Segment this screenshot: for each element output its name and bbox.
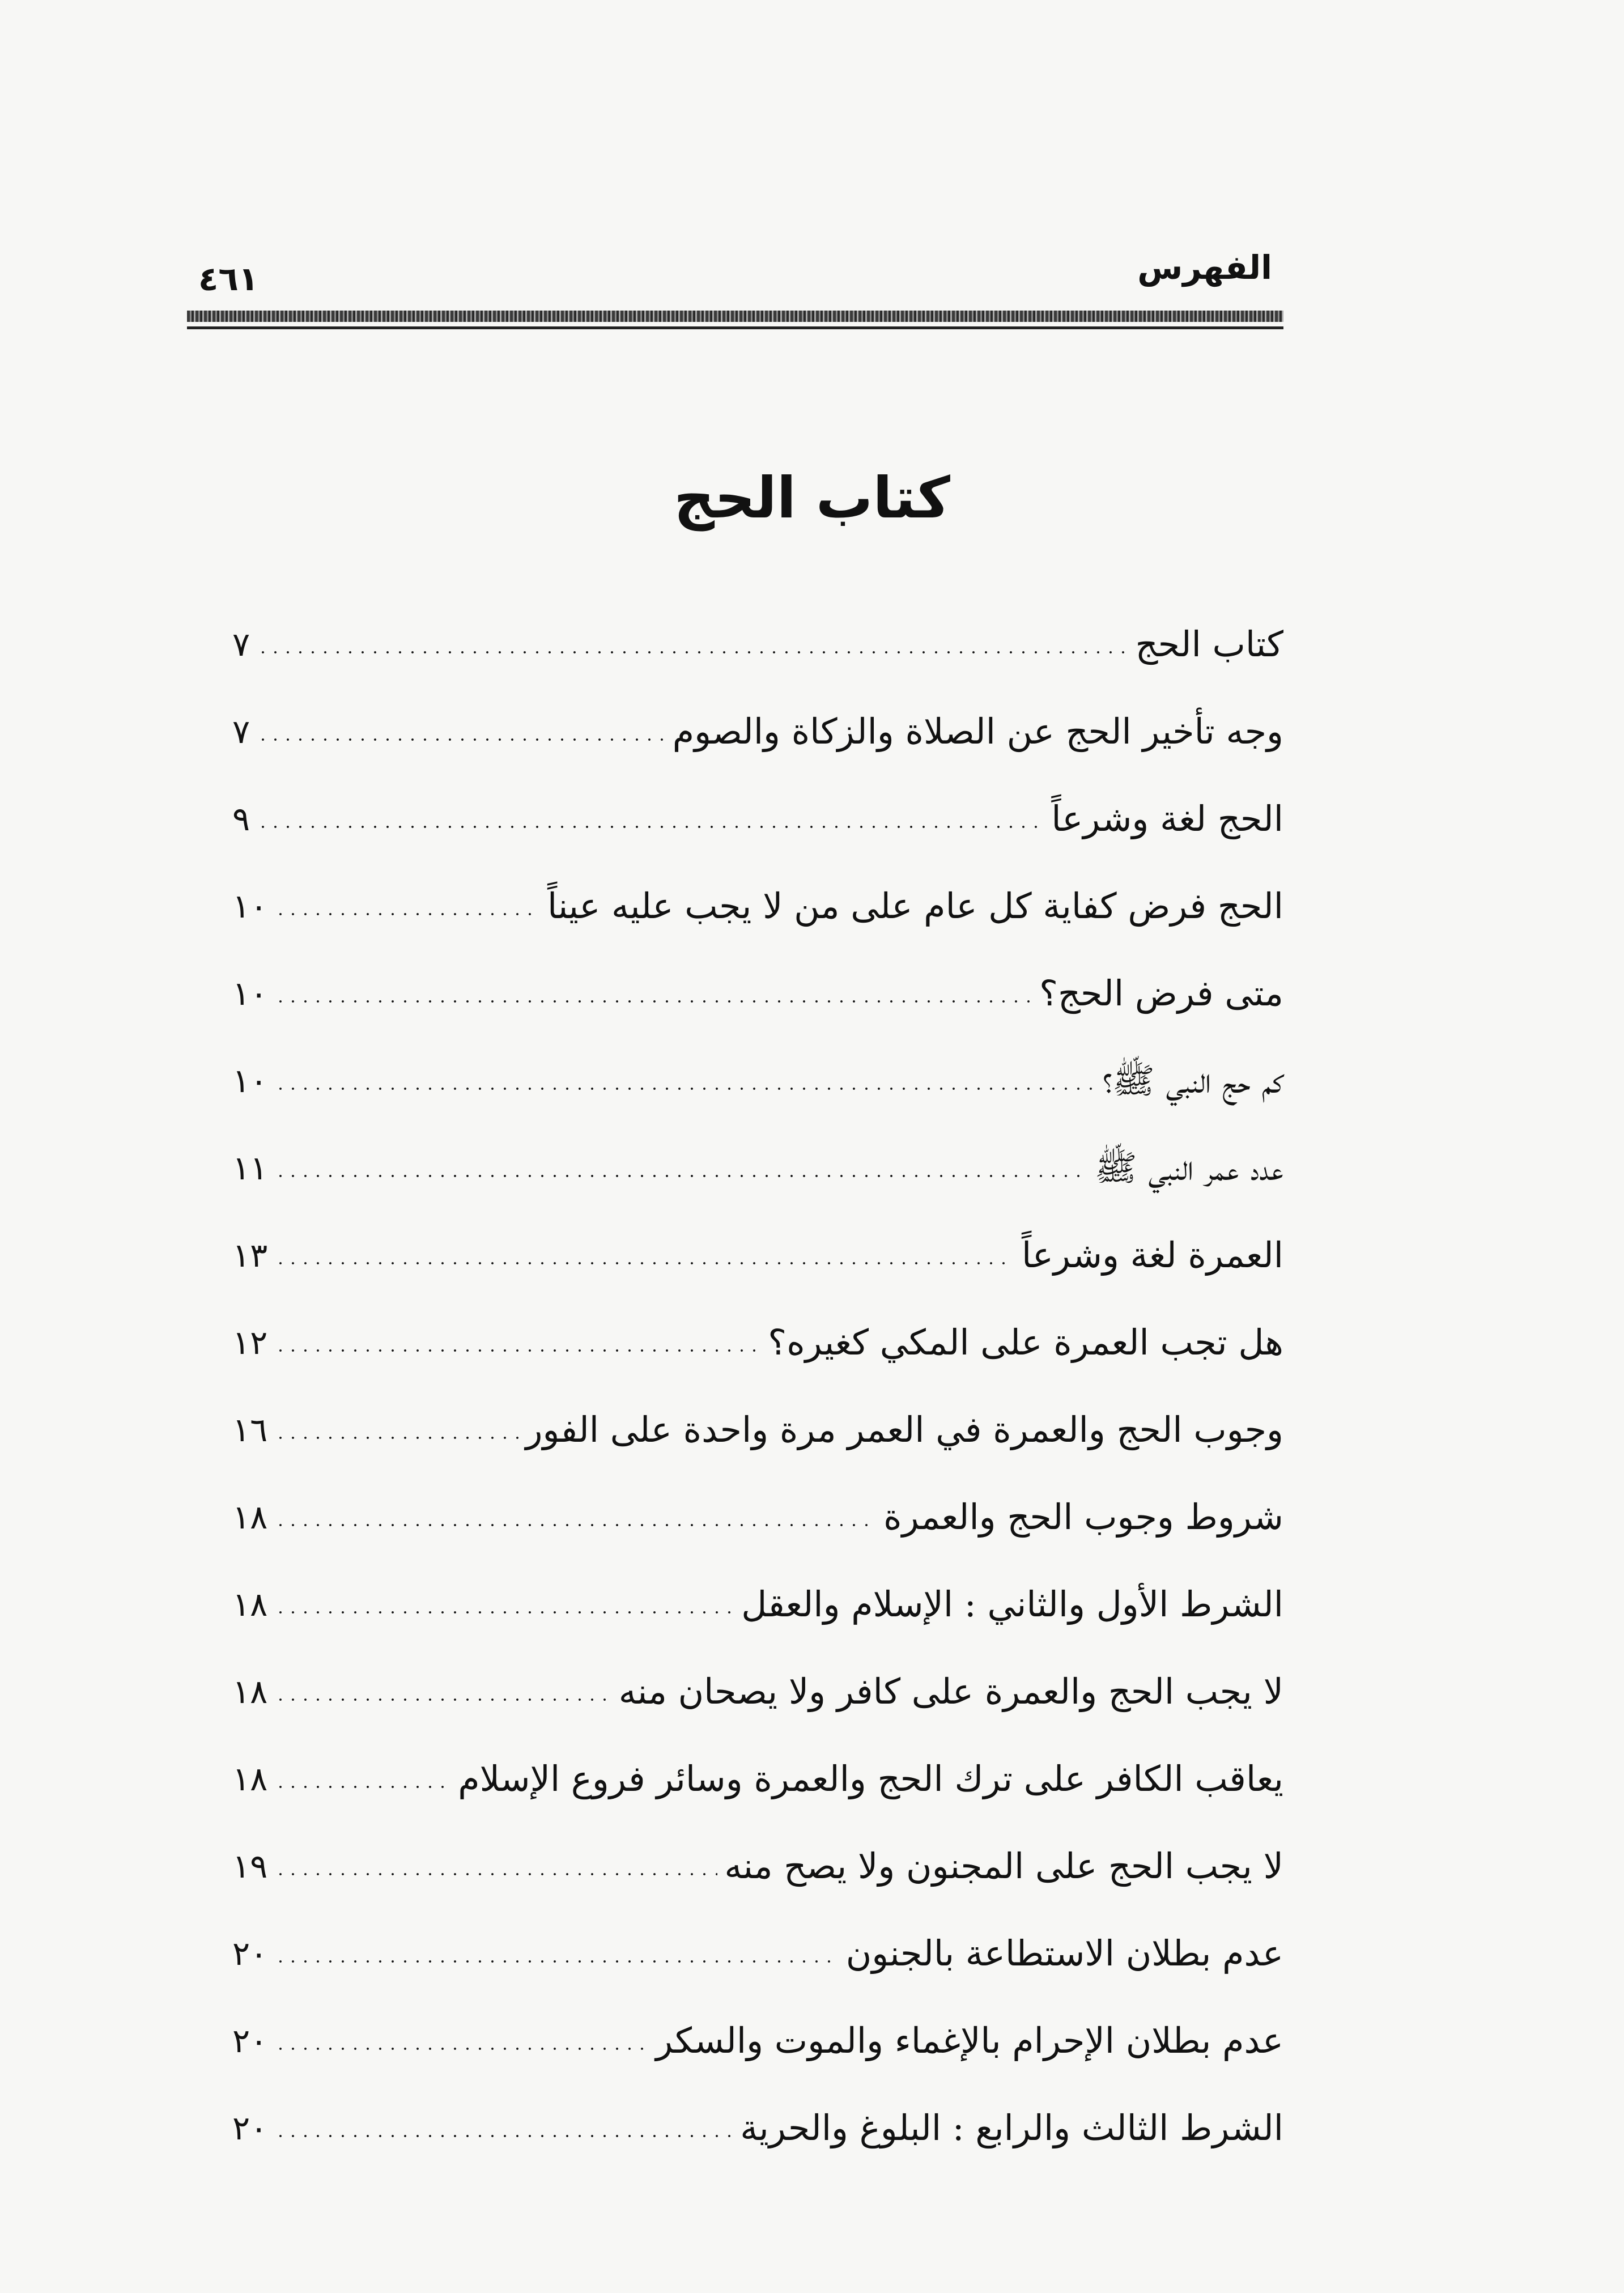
dot-leader xyxy=(274,1611,734,1613)
toc-entry-label: الحج فرض كفاية كل عام على من لا يجب عليه عيناً xyxy=(547,885,1283,927)
toc-entry-page: ٩ xyxy=(232,800,250,838)
toc-entry xyxy=(232,950,1283,1037)
toc-entry-label: عدم بطلان الاستطاعة بالجنون xyxy=(845,1933,1283,1974)
toc-entry-page: ١٨ xyxy=(232,1672,268,1711)
toc-entry-page: ١٦ xyxy=(232,1411,268,1449)
toc-entry xyxy=(232,1823,1283,1910)
dot-leader xyxy=(257,826,1044,828)
toc-entry-label: عدد عمر النبي ﷺ xyxy=(1094,1147,1283,1188)
dot-leader xyxy=(274,913,541,915)
page-number: ٤٦١ xyxy=(198,260,259,298)
toc-entry-label: هل تجب العمرة على المكي كغيره؟ xyxy=(768,1322,1283,1363)
toc-entry xyxy=(232,688,1283,775)
toc-entry xyxy=(232,863,1283,950)
toc-entry xyxy=(232,1561,1283,1648)
toc-entry-label: الحج لغة وشرعاً xyxy=(1051,798,1283,839)
toc-entry xyxy=(232,1910,1283,1997)
toc-entry xyxy=(232,1386,1283,1474)
toc-entry xyxy=(232,1124,1283,1212)
toc-entry-page: ٢٠ xyxy=(232,1934,268,1973)
toc-entry-page: ٧ xyxy=(232,712,250,751)
toc-entry-label: الشرط الأول والثاني : الإسلام والعقل xyxy=(741,1583,1283,1625)
dot-leader xyxy=(274,1873,717,1875)
toc-entry xyxy=(232,2084,1283,2172)
header-title: الفهرس xyxy=(1137,248,1272,287)
toc-entry-page: ١٨ xyxy=(232,1760,268,1798)
header-rule xyxy=(187,311,1283,322)
toc-entry-label: شروط وجوب الحج والعمرة xyxy=(883,1496,1283,1538)
dot-leader xyxy=(274,1437,518,1439)
dot-leader xyxy=(274,1960,839,1963)
toc-entry xyxy=(232,1997,1283,2084)
toc-entry-page: ١٠ xyxy=(232,1061,268,1100)
dot-leader xyxy=(257,738,666,741)
dot-leader xyxy=(274,1000,1032,1003)
dot-leader xyxy=(257,651,1128,653)
page-header xyxy=(187,244,1283,340)
dot-leader xyxy=(274,1698,611,1701)
toc-entry-label: عدم بطلان الإحرام بالإغماء والموت والسكر xyxy=(656,2020,1283,2061)
dot-leader xyxy=(274,1175,1087,1177)
toc-entry xyxy=(232,1299,1283,1386)
toc-entry xyxy=(232,1648,1283,1735)
toc-entry-label: يعاقب الكافر على ترك الحج والعمرة وسائر فروع الإسلام xyxy=(458,1758,1283,1799)
toc-entry-label: لا يجب الحج على المجنون ولا يصح منه xyxy=(724,1845,1283,1887)
toc-entry xyxy=(232,1212,1283,1299)
toc-entry-label: وجه تأخير الحج عن الصلاة والزكاة والصوم xyxy=(672,711,1283,752)
toc-entry-page: ٢٠ xyxy=(232,2022,268,2060)
dot-leader xyxy=(274,2135,733,2137)
toc-entry-page: ١٩ xyxy=(232,1847,268,1886)
toc-entry-page: ١٣ xyxy=(232,1236,268,1275)
toc-entry-label: كم حج النبي ﷺ؟ xyxy=(1102,1060,1283,1101)
toc-entry xyxy=(232,1037,1283,1124)
toc-entry xyxy=(232,775,1283,863)
dot-leader xyxy=(274,1786,451,1788)
toc-entry-page: ١٠ xyxy=(232,887,268,925)
dot-leader xyxy=(274,2048,649,2050)
toc-entry xyxy=(232,1735,1283,1823)
toc-entry-page: ١٢ xyxy=(232,1323,268,1362)
toc-entry xyxy=(232,601,1283,688)
dot-leader xyxy=(274,1088,1095,1090)
table-of-contents xyxy=(232,601,1283,2172)
toc-entry-page: ١٠ xyxy=(232,974,268,1013)
dot-leader xyxy=(274,1524,877,1526)
toc-entry-page: ١٨ xyxy=(232,1585,268,1624)
toc-entry-page: ٧ xyxy=(232,625,250,664)
toc-entry-page: ٢٠ xyxy=(232,2109,268,2147)
toc-entry-label: متى فرض الحج؟ xyxy=(1039,973,1283,1014)
toc-entry-label: الشرط الثالث والرابع : البلوغ والحرية xyxy=(740,2107,1283,2148)
dot-leader xyxy=(274,1262,1015,1264)
toc-entry xyxy=(232,1474,1283,1561)
dot-leader xyxy=(274,1349,761,1352)
toc-entry-page: ١٨ xyxy=(232,1498,268,1536)
toc-entry-label: العمرة لغة وشرعاً xyxy=(1021,1234,1283,1276)
toc-entry-label: كتاب الحج xyxy=(1135,623,1283,665)
toc-entry-label: لا يجب الحج والعمرة على كافر ولا يصحان منه xyxy=(618,1671,1283,1712)
toc-entry-label: وجوب الحج والعمرة في العمر مرة واحدة على الفور xyxy=(525,1409,1283,1450)
header-rule-thin xyxy=(187,326,1283,329)
section-title: كتاب الحج xyxy=(674,465,950,531)
toc-entry-page: ١١ xyxy=(232,1149,268,1187)
